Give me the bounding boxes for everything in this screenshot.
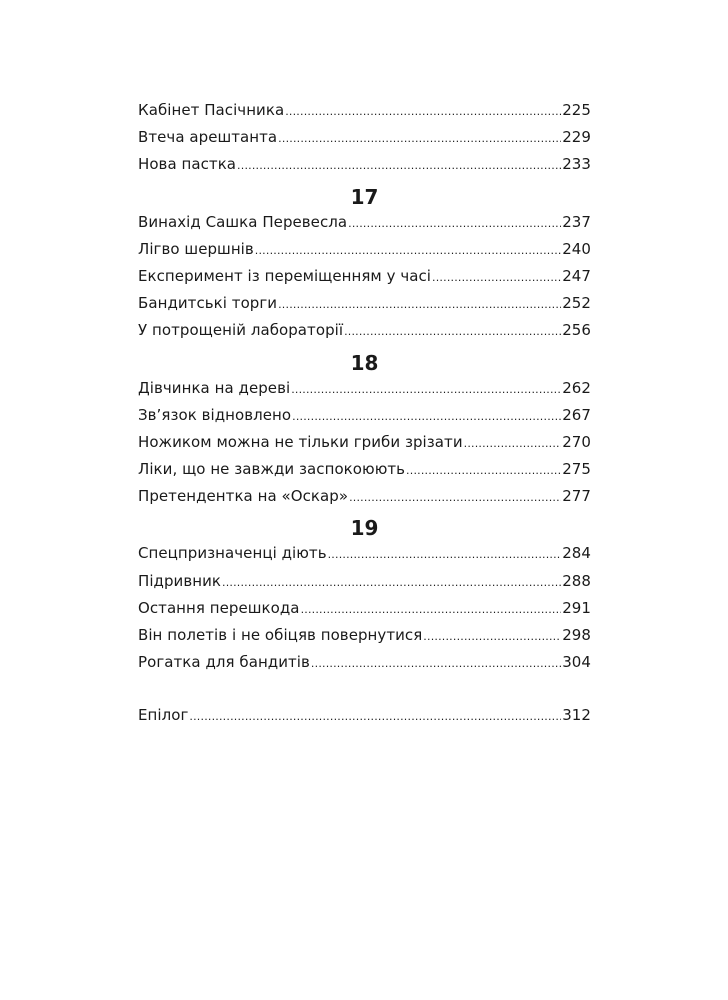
toc-entry-title: Кабінет Пасічника: [138, 101, 285, 119]
toc-entry-title: Підривник: [138, 571, 221, 590]
section-spacer: [138, 679, 591, 705]
chapter-heading: 18: [350, 350, 379, 375]
toc-entry: [138, 239, 591, 266]
toc-entry: [138, 571, 591, 598]
toc-entry-page: 304: [562, 653, 591, 672]
toc-entry-page: 240: [562, 239, 591, 258]
dot-leader: [278, 293, 561, 308]
dot-leader: [291, 378, 561, 393]
dot-leader: [292, 405, 561, 420]
dot-leader: [285, 100, 561, 115]
toc-entry: [138, 212, 591, 239]
dot-leader: [237, 154, 561, 169]
toc-entry-title: Ліки, що не завжди заспокоюють: [138, 460, 406, 479]
toc-entry-title: Дівчинка на дереві: [138, 378, 291, 397]
toc-entry-title: Він полетів і не обіцяв повернутися: [138, 626, 423, 644]
toc-entry-page: 288: [562, 571, 591, 590]
chapter-heading: 17: [350, 184, 379, 209]
toc-entry-title: Остання перешкода: [138, 598, 300, 617]
toc-entry: [138, 320, 591, 347]
toc-entry-title: Бандитські торги: [138, 294, 278, 313]
toc-entry-title: Втеча арештанта: [138, 128, 278, 147]
toc-entry: [138, 266, 591, 293]
toc-entry-title: Зв’язок відновлено: [138, 405, 292, 424]
dot-leader: [349, 486, 561, 501]
toc-entry-page: 262: [562, 378, 591, 397]
toc-entry-page: 233: [562, 155, 591, 174]
dot-leader: [301, 598, 562, 613]
toc-entry-page: 237: [562, 212, 591, 231]
toc-entry-page: 225: [562, 101, 591, 119]
toc-entry-page: 252: [562, 294, 591, 313]
chapter-heading: 19: [350, 516, 379, 541]
table-of-contents: [138, 100, 591, 733]
toc-entry-page: 270: [562, 432, 591, 451]
dot-leader: [255, 239, 561, 254]
toc-entry: [138, 652, 591, 679]
dot-leader: [328, 543, 562, 558]
toc-entry-page: 312: [562, 706, 591, 725]
toc-entry-title: Лігво шершнів: [138, 239, 254, 258]
toc-entry-page: 247: [562, 266, 591, 285]
toc-entry-epilogue: [138, 705, 591, 732]
dot-leader: [432, 266, 561, 281]
toc-entry: [138, 543, 591, 570]
toc-entry: [138, 293, 591, 320]
dot-leader: [222, 571, 561, 586]
toc-entry-page: 284: [562, 544, 591, 563]
toc-entry: [138, 598, 591, 625]
toc-entry-title: Претендентка на «Оскар»: [138, 487, 349, 506]
toc-entry-page: 267: [562, 405, 591, 424]
toc-entry: [138, 432, 591, 459]
toc-entry: [138, 625, 591, 652]
toc-entry-page: 291: [562, 598, 591, 617]
toc-entry-page: 275: [562, 460, 591, 479]
toc-entry: [138, 405, 591, 432]
toc-entry: [138, 459, 591, 486]
dot-leader: [464, 432, 562, 447]
toc-entry: [138, 486, 591, 513]
toc-entry-title: Рогатка для бандитів: [138, 653, 310, 672]
dot-leader: [423, 625, 561, 640]
dot-leader: [344, 320, 561, 335]
toc-entry: [138, 127, 591, 154]
toc-entry-page: 256: [562, 321, 591, 340]
toc-entry-title: Нова пастка: [138, 155, 237, 174]
dot-leader: [278, 127, 561, 142]
toc-entry-title: Винахід Сашка Перевесла: [138, 212, 348, 231]
toc-entry-title: Експеримент із переміщенням у часі: [138, 266, 432, 285]
toc-entry-page: 277: [562, 487, 591, 506]
dot-leader: [406, 459, 561, 474]
toc-entry-page: 298: [562, 626, 591, 644]
toc-entry-title: Ножиком можна не тільки гриби зрізати: [138, 432, 463, 451]
dot-leader: [189, 705, 561, 720]
toc-entry-title: Епілог: [138, 706, 189, 725]
toc-entry: [138, 378, 591, 405]
toc-entry-title: Спецпризначенці діють: [138, 544, 327, 563]
toc-entry-title: У потрощеній лабораторії: [138, 321, 344, 340]
toc-entry-page: 229: [562, 128, 591, 147]
dot-leader: [311, 652, 561, 667]
toc-entry: [138, 154, 591, 181]
toc-entry: [138, 100, 591, 127]
dot-leader: [348, 212, 561, 227]
